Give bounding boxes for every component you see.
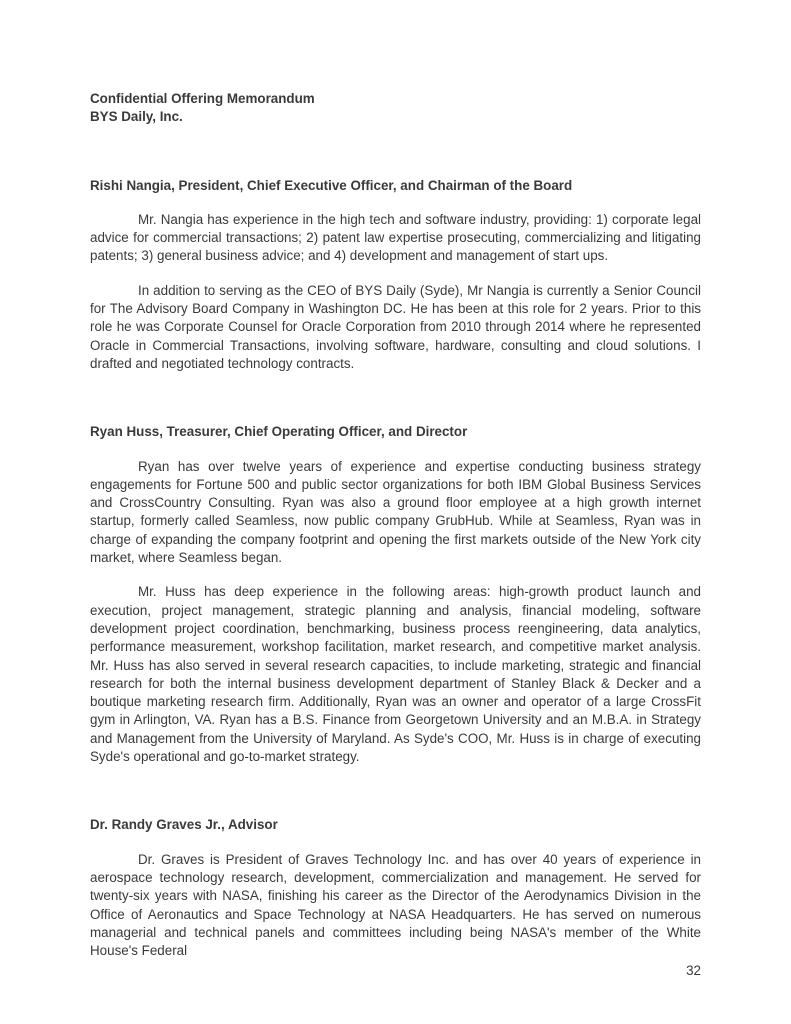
paragraph: Mr. Nangia has experience in the high tech and software industry, providing: 1) corporate legal advice for commercial transactions; 2) patent law expertise prosecuting, commercializing and litigating patents; 3) general business advice; and 4) development and management of start ups. [90,211,701,264]
section-rishi-nangia [90,177,701,374]
memo-title: Confidential Offering Memorandum [90,91,315,106]
page-number: 32 [686,963,701,979]
section-heading-randy-graves: Dr. Randy Graves Jr., Advisor [90,817,278,833]
paragraph: Mr. Huss has deep experience in the following areas: high-growth product launch and execution, project management, strategic planning and analysis, financial modeling, software development project coordination, benchmarking, business process reengineering, data analytics, performance measurement, workshop facilitation, market research, and competitive market analysis. Mr. Huss has also served in several research capacities, to include marketing, strategic and financial research for both the internal business development department of Stanley Black & Decker and a boutique marketing research firm. Additionally, Ryan was an owner and operator of a large CrossFit gym in Arlington, VA. Ryan has a B.S. Finance from Georgetown University and an M.B.A. in Strategy and Management from the University of Maryland. As Syde's COO, Mr. Huss is in charge of executing Syde's operational and go-to-market strategy. [90,584,701,765]
section-heading-rishi-nangia: Rishi Nangia, President, Chief Executive Officer, and Chairman of the Board [90,177,573,193]
company-name: BYS Daily, Inc. [90,109,183,125]
document-header [90,90,701,127]
paragraph: Dr. Graves is President of Graves Technology Inc. and has over 40 years of experience in aerospace technology research, development, commercialization and management. He served for twenty-six years with NASA, finishing his career as the Director of the Aerodynamics Division in the Office of Aeronautics and Space Technology at NASA Headquarters. He has served on numerous managerial and technical panels and committees including being NASA's member of the White House's Federal [90,851,701,959]
section-randy-graves [90,816,701,960]
paragraph: In addition to serving as the CEO of BYS Daily (Syde), Mr Nangia is currently a Senior Council for The Advisory Board Company in Washington DC. He has been at this role for 2 years. Prior to this role he was Corporate Counsel for Oracle Corporation from 2010 through 2014 where he represented Oracle in Commercial Transactions, involving software, hardware, consulting and cloud solutions. I drafted and negotiated technology contracts. [90,282,701,371]
paragraph: Ryan has over twelve years of experience and expertise conducting business strategy engagements for Fortune 500 and public sector organizations for both IBM Global Business Services and CrossCountry Consulting. Ryan was also a ground floor employee at a high growth internet startup, formerly called Seamless, now public company GrubHub. While at Seamless, Ryan was in charge of expanding the company footprint and opening the first markets outside of the New York city market, where Seamless began. [90,458,701,566]
section-ryan-huss [90,423,701,766]
section-heading-ryan-huss: Ryan Huss, Treasurer, Chief Operating Officer, and Director [90,424,468,440]
